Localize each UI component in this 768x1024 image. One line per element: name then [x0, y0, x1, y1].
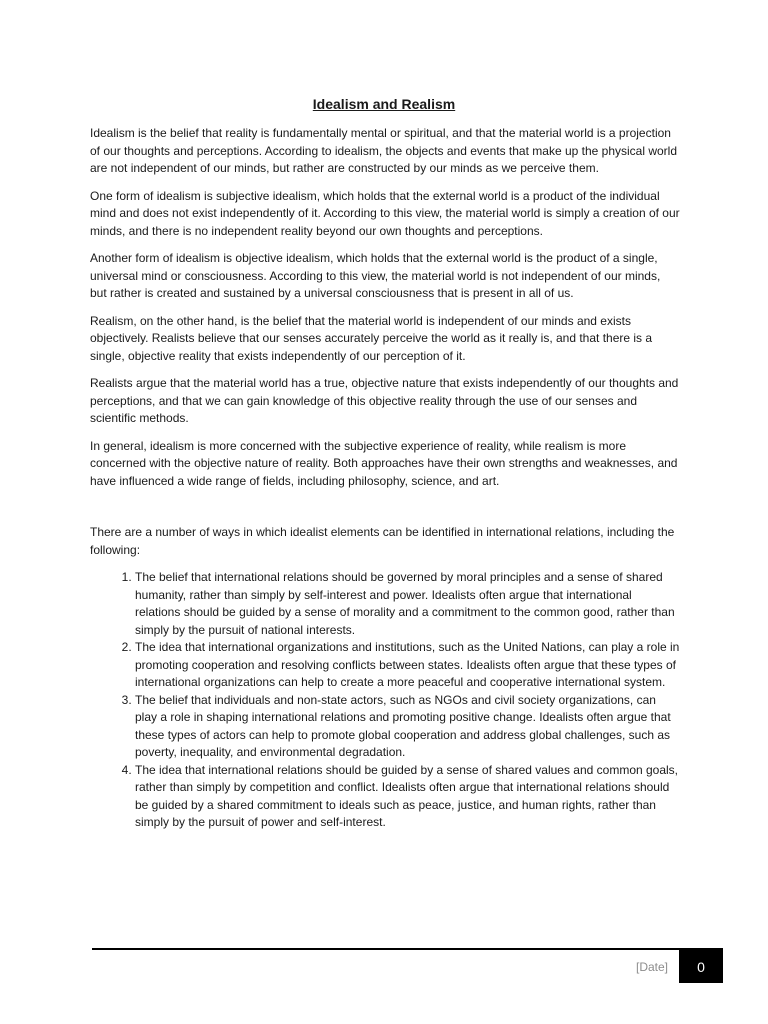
- list-intro: There are a number of ways in which idealist elements can be identified in international relations, including the following:: [90, 525, 675, 557]
- footer-date: [Date]: [635, 960, 668, 974]
- page-title: Idealism and Realism: [312, 96, 456, 112]
- list-item: 2. The idea that international organizations and institutions, such as the United Nations, can play a role in promoting cooperation and resolving conflicts between states. Idealists often argue that these types of international organizations can help to create a more peaceful and cooperative international system.: [135, 639, 680, 692]
- numbered-list: [90, 569, 680, 832]
- list-item: 4. The idea that international relations should be guided by a sense of shared values and common goals, rather than simply by competition and conflict. Idealists often argue that international relations should be guided by a shared commitment to ideals such as peace, justice, and human rights, rather than simply by the pursuit of power and self-interest.: [135, 762, 680, 832]
- paragraph: In general, idealism is more concerned with the subjective experience of reality, while realism is more concerned with the objective nature of reality. Both approaches have their own strengths and weaknesses, and have influenced a wide range of fields, including philosophy, science, and art.: [90, 438, 678, 488]
- footer-divider: [92, 948, 723, 950]
- paragraph: Realists argue that the material world has a true, objective nature that exists independently of our thoughts and perceptions, and that we can gain knowledge of this objective reality through the use of our senses and scientific methods.: [90, 376, 679, 425]
- paragraph: Idealism is the belief that reality is fundamentally mental or spiritual, and that the material world is a projection of our thoughts and perceptions. According to idealism, the objects and events that make up the physical world are not independent of our minds, but rather are constructed by our minds as we perceive them.: [90, 126, 678, 175]
- paragraph: Realism, on the other hand, is the belief that the material world is independent of our minds and exists objectively. Realists believe that our senses accurately perceive the world as it really is, and that there is a single, objective reality that exists independently of our perception of it.: [90, 313, 653, 363]
- page-number: 0: [679, 950, 723, 983]
- document-body: [90, 125, 680, 832]
- list-item: 3. The belief that individuals and non-state actors, such as NGOs and civil society organizations, can play a role in shaping international relations and promoting positive change. Idealists often argue that these types of actors can help to promote global cooperation and address global challenges, such as poverty, inequality, and environmental degradation.: [135, 692, 680, 762]
- paragraph: Another form of idealism is objective idealism, which holds that the external world is the product of a single, universal mind or consciousness. According to this view, the material world is not independent of our minds, but rather is created and sustained by a universal consciousness that is present in all of us.: [90, 251, 661, 300]
- list-item: 1. The belief that international relations should be governed by moral principles and a sense of shared humanity, rather than simply by self-interest and power. Idealists often argue that international relations should be guided by a sense of morality and a commitment to the common good, rather than simply by the pursuit of national interests.: [135, 569, 680, 639]
- paragraph: One form of idealism is subjective idealism, which holds that the external world is a product of the individual mind and does not exist independently of it. According to this view, the material world is simply a creation of our minds, and there is no independent reality beyond our own thoughts and perceptions.: [90, 188, 680, 238]
